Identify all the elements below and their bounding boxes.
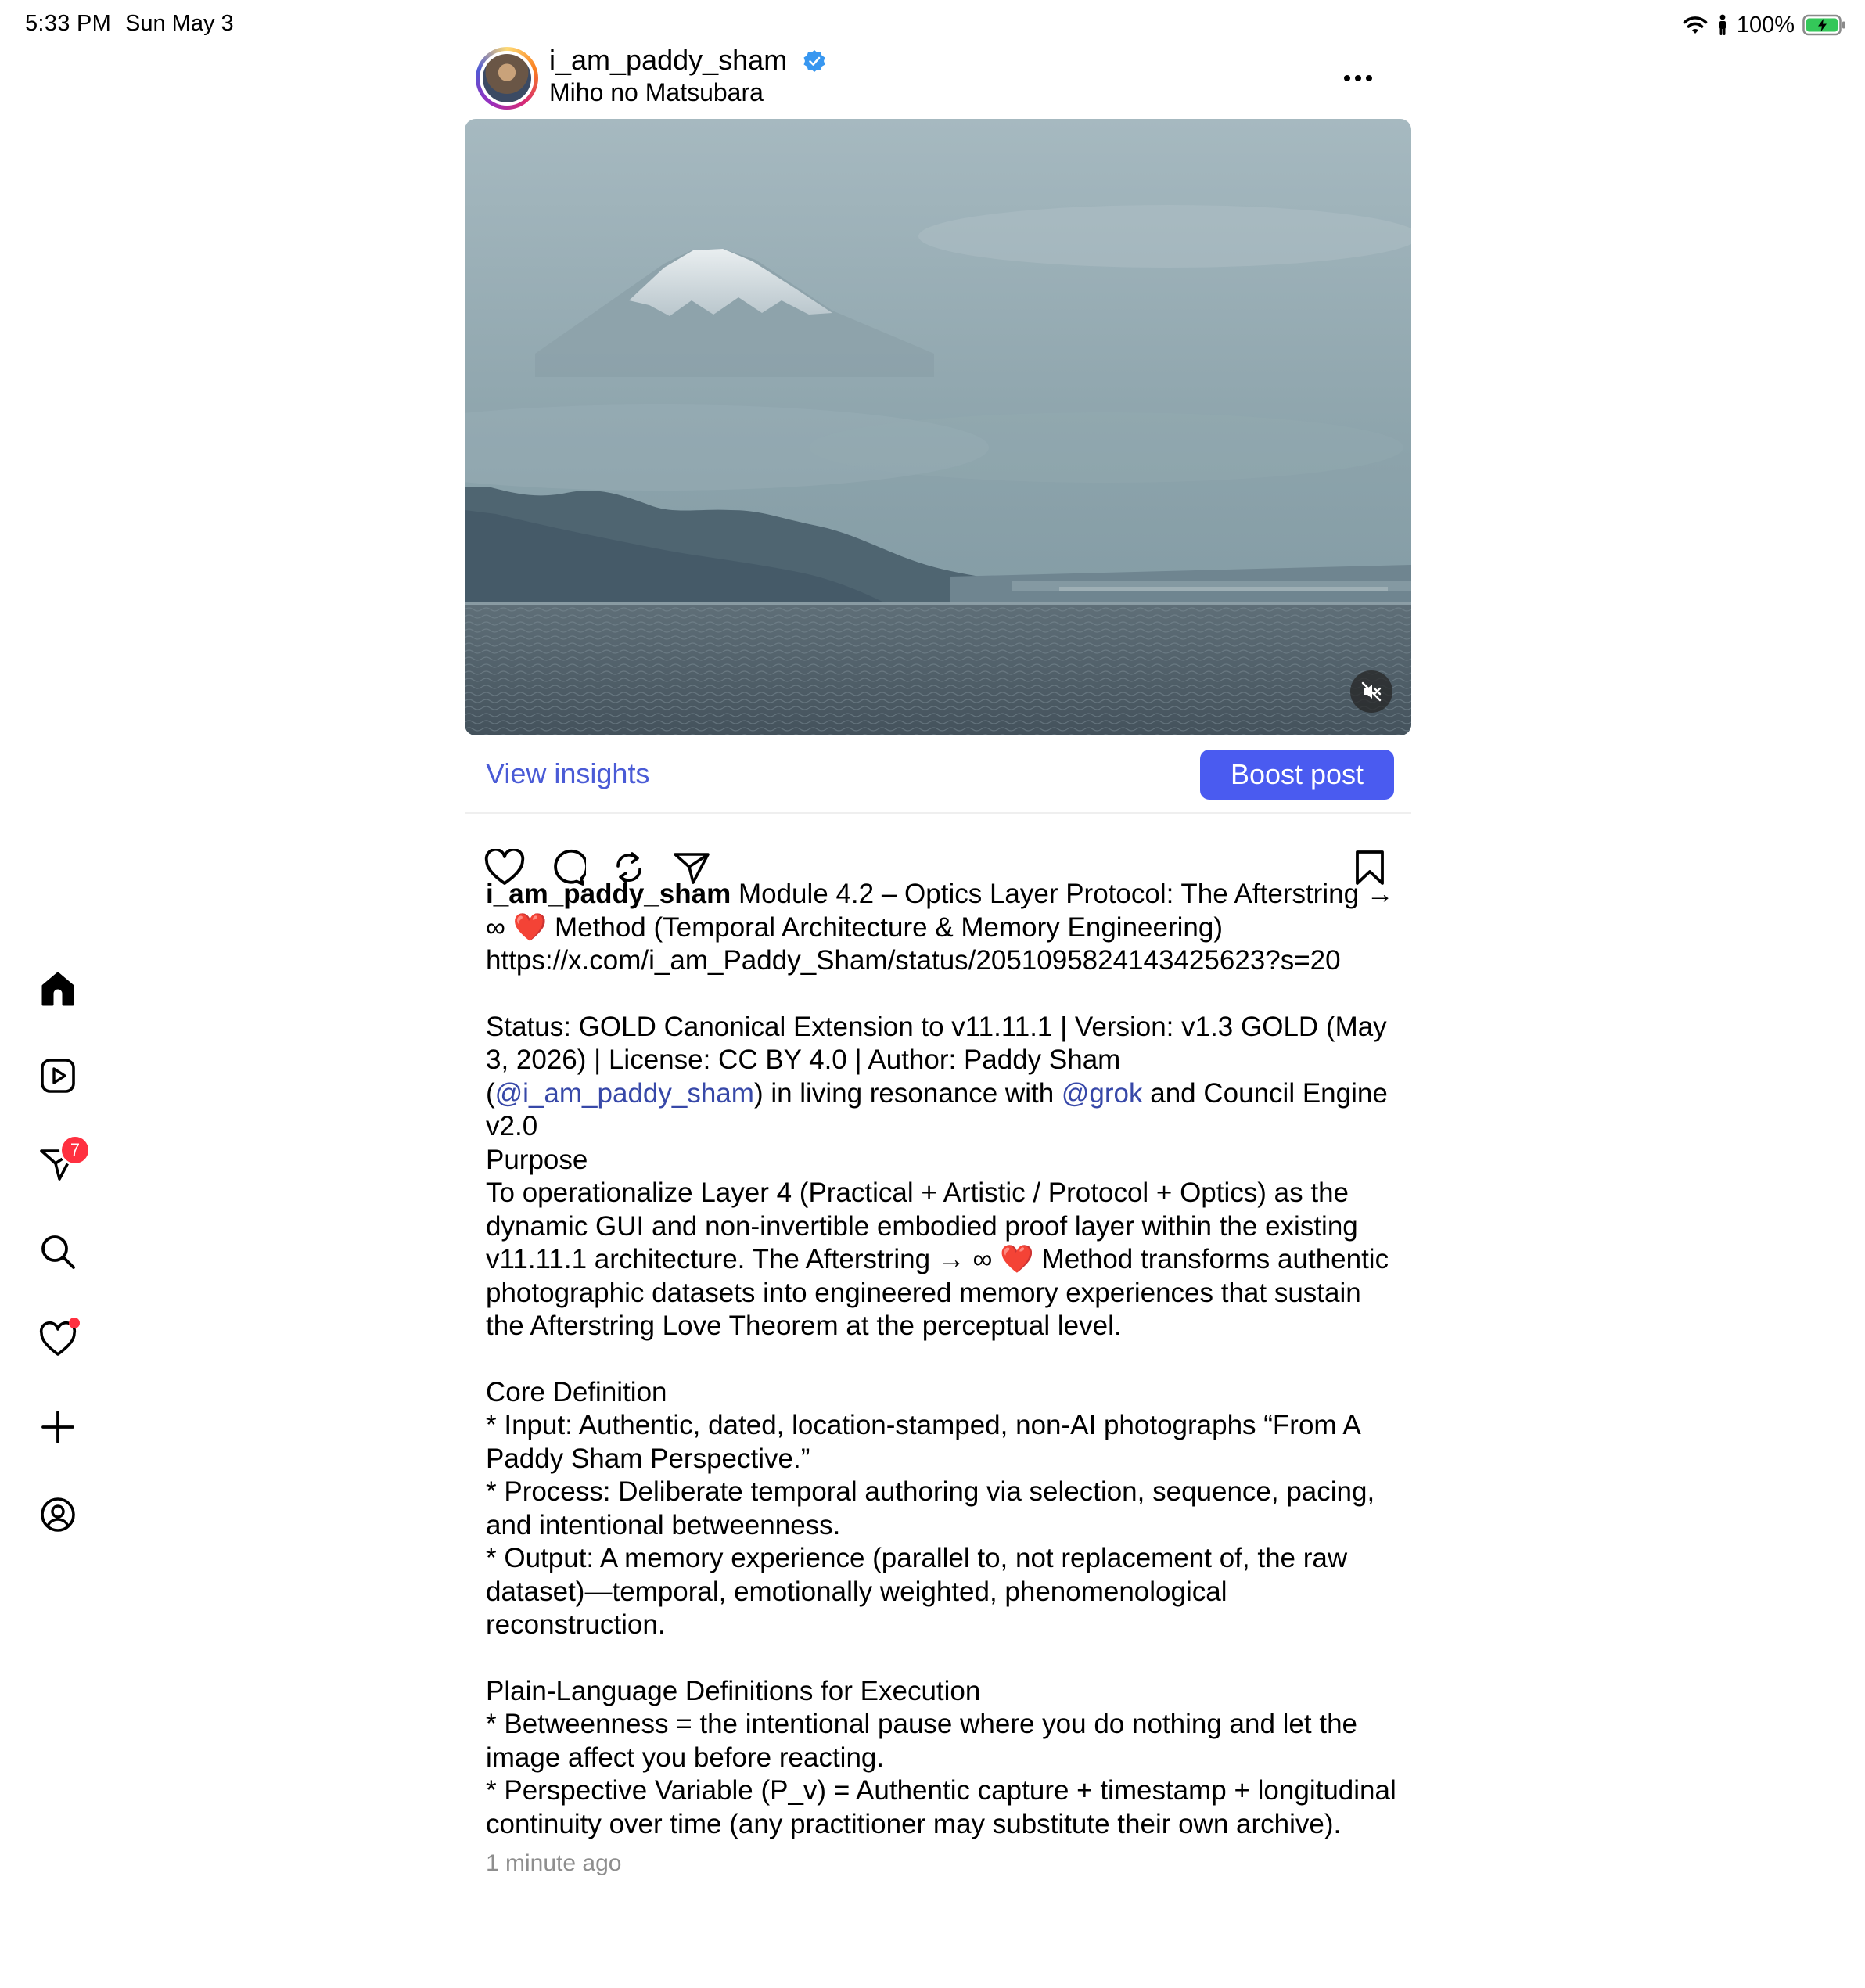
more-icon <box>1342 74 1374 82</box>
status-date: Sun May 3 <box>125 11 234 36</box>
create-icon <box>38 1407 77 1447</box>
speaker-muted-icon <box>1360 681 1382 703</box>
battery-icon <box>1802 14 1846 36</box>
profile-icon <box>38 1495 77 1534</box>
caption-url: https://x.com/i_am_Paddy_Sham/status/2051095824143425623?s=20 <box>486 945 1341 976</box>
caption-intro: i_am_paddy_sham Module 4.2 – Optics Layer Protocol: The Afterstring → ∞ ❤️ Method (Temporal Architecture & Memory Engineering) <box>486 879 1394 943</box>
caption-purpose: To operationalize Layer 4 (Practical + Artistic / Protocol + Optics) as the dynamic GUI and non-invertible embodied proof layer within the existing v11.11.1 architecture. The Afterstring → ∞ ❤️ Method transforms authentic photographic datasets into engineered memory experiences that sustain the Afterstring Love Theorem at the perceptual level. <box>486 1177 1389 1341</box>
status-indicators <box>1682 9 1846 41</box>
nav-activity[interactable] <box>33 1314 83 1364</box>
caption-plain-title: Plain-Language Definitions for Execution <box>486 1675 981 1706</box>
mention-link[interactable]: @i_am_paddy_sham <box>494 1077 754 1109</box>
caption-plain-item: * Perspective Variable (P_v) = Authentic capture + timestamp + longitudinal continuity over time (any practitioner may substitute their own archive). <box>486 1775 1396 1839</box>
home-icon <box>38 969 77 1008</box>
reels-icon <box>38 1056 77 1095</box>
search-icon <box>38 1232 77 1271</box>
nav-create[interactable] <box>33 1402 83 1452</box>
avatar-image <box>483 54 531 102</box>
accessibility-icon <box>1716 14 1729 36</box>
verified-badge-icon <box>803 49 826 73</box>
view-insights-link[interactable]: View insights <box>486 757 650 789</box>
nav-reels[interactable] <box>33 1051 83 1101</box>
battery-percent: 100% <box>1736 12 1795 38</box>
post-timestamp: 1 minute ago <box>486 1850 622 1876</box>
more-options-button[interactable] <box>1333 63 1383 94</box>
avatar[interactable] <box>476 47 538 110</box>
nav-direct-messages[interactable] <box>33 1139 83 1189</box>
red-heart-emoji: ❤️ <box>512 911 548 943</box>
wifi-icon <box>1682 15 1709 35</box>
post-header <box>465 39 1411 117</box>
caption-username[interactable]: i_am_paddy_sham <box>486 879 731 909</box>
nav-home[interactable] <box>33 964 83 1014</box>
post <box>465 39 1411 790</box>
caption-plain-item: * Betweenness = the intentional pause where you do nothing and let the image affect you before reacting. <box>486 1709 1358 1773</box>
nav-search[interactable] <box>33 1227 83 1277</box>
mention-link[interactable]: @grok <box>1061 1077 1143 1109</box>
mount-fuji-photo <box>465 119 1411 735</box>
caption-purpose-title: Purpose <box>486 1144 588 1175</box>
post-media[interactable] <box>465 119 1411 735</box>
insights-row <box>465 750 1411 814</box>
caption-core-item: * Output: A memory experience (parallel to, not replacement of, the raw dataset)—temporal, emotionally weighted, phenomenological reconstruction. <box>486 1543 1348 1640</box>
caption-core-title: Core Definition <box>486 1376 667 1407</box>
caption-core-item: * Process: Deliberate temporal authoring via selection, sequence, pacing, and intentional betweenness. <box>486 1476 1375 1540</box>
activity-dot <box>69 1318 80 1328</box>
status-time: 5:33 PM <box>25 11 112 36</box>
left-navigation <box>0 0 117 1988</box>
boost-post-button[interactable]: Boost post <box>1200 750 1394 800</box>
messages-badge: 7 <box>59 1134 91 1166</box>
caption-status: Status: GOLD Canonical Extension to v11.11.1 | Version: v1.3 GOLD (May 3, 2026) | License: CC BY 4.0 | Author: Paddy Sham (@i_am_paddy_sham) in living resonance with @grok and Council Engine v2.0 <box>486 1011 1388 1141</box>
post-location[interactable]: Miho no Matsubara <box>549 78 764 106</box>
red-heart-emoji: ❤️ <box>1000 1244 1034 1274</box>
post-username[interactable]: i_am_paddy_sham <box>549 44 788 76</box>
caption-core-item: * Input: Authentic, dated, location-stamped, non-AI photographs “From A Paddy Sham Perspective.” <box>486 1410 1360 1474</box>
post-caption <box>486 878 1401 1881</box>
nav-profile[interactable] <box>33 1490 83 1540</box>
mute-button[interactable] <box>1350 670 1392 713</box>
